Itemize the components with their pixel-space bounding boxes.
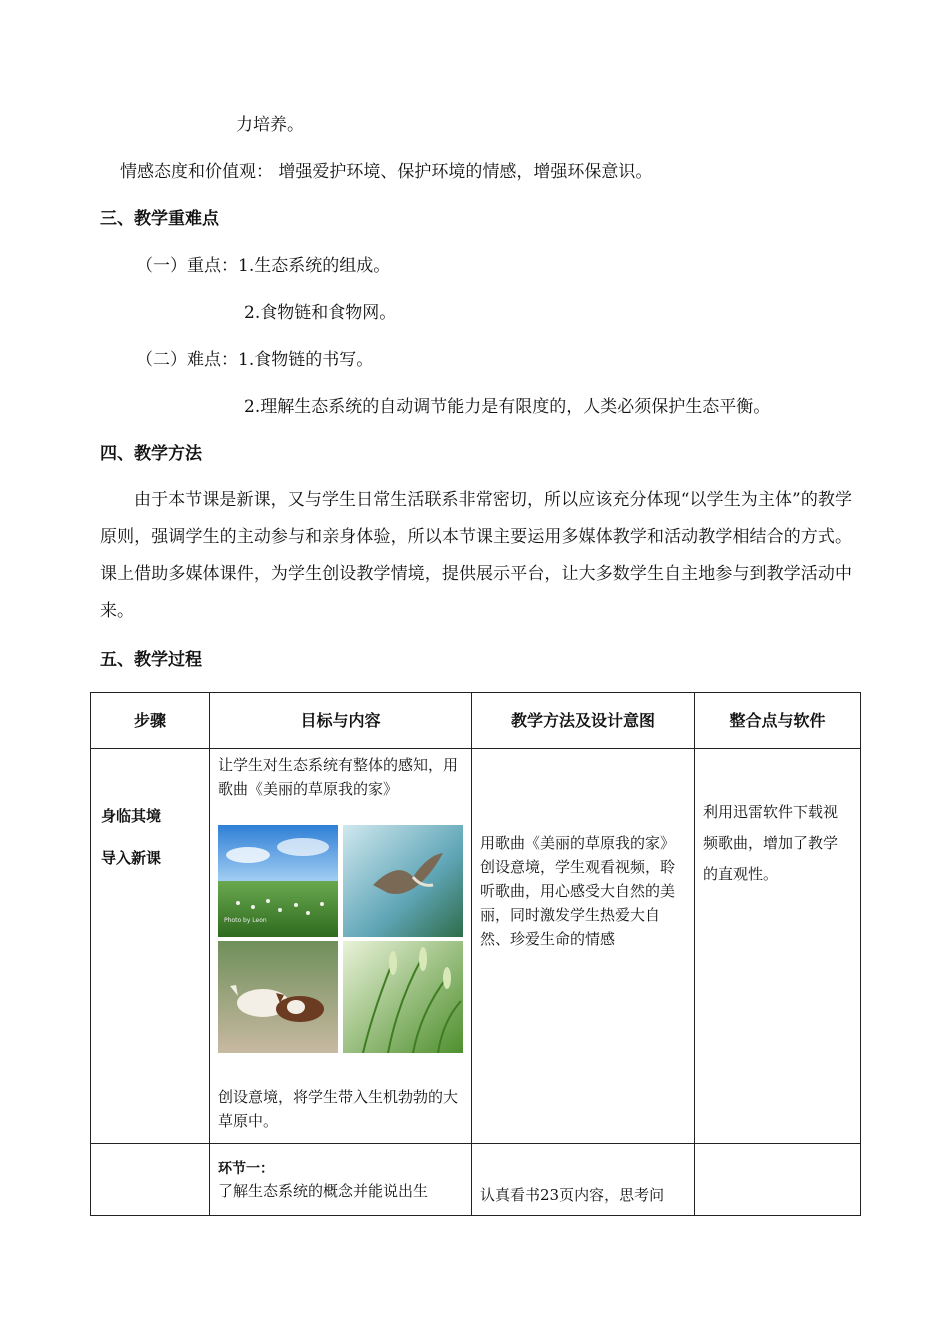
teaching-process-table — [90, 692, 861, 1216]
step-name-2: 导入新课 — [101, 849, 162, 867]
content-conclusion: 创设意境，将学生带入生机勃勃的大草原中。 — [218, 1088, 459, 1130]
content-cell — [210, 749, 472, 1144]
teaching-method-paragraph — [100, 482, 852, 630]
software-cell — [695, 749, 861, 1144]
method-paragraph-text: 由于本节课是新课，又与学生日常生活联系非常密切，所以应该充分体现“以学生为主体”的教学原则，强调学生的主动参与和亲身体验，所以本节课主要运用多媒体教学和活动教学相结合的方式。课上借助多媒体课件，为学生创设教学情境，提供展示平台，让大多数学生自主地参与到教学活动中来。 — [100, 490, 852, 621]
header-step: 步骤 — [91, 693, 210, 749]
stage-one-text: 了解生态系统的概念并能说出生 — [218, 1182, 429, 1200]
content-intro: 让学生对生态系统有整体的感知，用歌曲《美丽的草原我的家》 — [218, 756, 459, 798]
grass-photo — [343, 941, 463, 1053]
horses-photo — [218, 941, 338, 1053]
software-text: 利用迅雷软件下载视频歌曲，增加了教学的直观性。 — [703, 803, 839, 883]
emotion-values-line: 情感态度和价值观： 增强爱护环境、保护环境的情感，增强环保意识。 — [120, 162, 653, 182]
header-method: 教学方法及设计意图 — [472, 693, 695, 749]
table-row — [91, 749, 861, 1144]
step-name-1: 身临其境 — [101, 807, 162, 825]
section-4-title: 四、教学方法 — [100, 444, 202, 464]
table-row — [91, 1144, 861, 1216]
table-header-row — [91, 693, 861, 749]
stage-one-method: 认真看书23页内容，思考问 — [480, 1186, 665, 1204]
photo-grid — [218, 825, 463, 1053]
software-cell-empty — [695, 1144, 861, 1216]
difficulty-2: 2.理解生态系统的自动调节能力是有限度的，人类必须保护生态平衡。 — [244, 397, 771, 417]
photo-caption: Photo by Leon — [224, 917, 267, 924]
difficulty-1: （二）难点：1.食物链的书写。 — [136, 350, 374, 370]
step-cell-empty — [91, 1144, 210, 1216]
method-cell — [472, 1144, 695, 1216]
stage-one-label: 环节一： — [218, 1161, 274, 1177]
section-5-title: 五、教学过程 — [100, 650, 202, 670]
continued-text: 力培养。 — [236, 115, 304, 135]
header-software: 整合点与软件 — [695, 693, 861, 749]
step-cell — [91, 749, 210, 1144]
bird-photo — [343, 825, 463, 937]
grassland-photo — [218, 825, 338, 937]
method-cell — [472, 749, 695, 1144]
section-3-title: 三、教学重难点 — [100, 209, 219, 229]
key-point-1: （一）重点：1.生态系统的组成。 — [136, 256, 391, 276]
key-point-2: 2.食物链和食物网。 — [244, 303, 397, 323]
content-cell — [210, 1144, 472, 1216]
header-content: 目标与内容 — [210, 693, 472, 749]
method-text: 用歌曲《美丽的草原我的家》创设意境，学生观看视频，聆听歌曲，用心感受大自然的美丽，同时激发学生热爱大自然、珍爱生命的情感 — [480, 834, 676, 948]
